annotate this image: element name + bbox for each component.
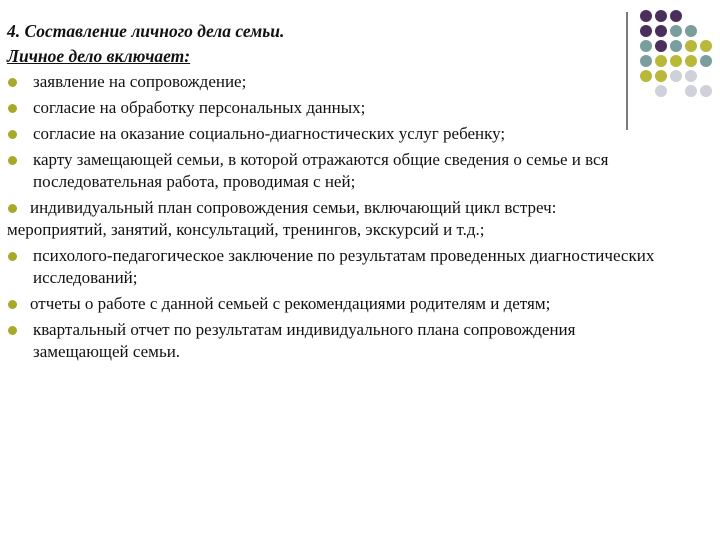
decorative-dot [685,55,697,67]
list-item [7,71,655,93]
slide-title: 4. Составление личного дела семьи. [7,21,285,41]
decorative-dot [685,40,697,52]
bullet-icon [8,252,17,261]
decorative-dot [670,55,682,67]
bullet-icon [8,130,17,139]
bullet-icon [8,78,17,87]
list-item-text: заявление на сопровождение; [33,72,247,91]
bullet-icon [8,156,17,165]
decorative-dot [670,25,682,37]
list-item [7,293,655,315]
decorative-dot [670,40,682,52]
list-item [7,97,655,119]
decorative-dot [655,10,667,22]
list-item [7,123,655,145]
decorative-dot [655,55,667,67]
decorative-dot [685,25,697,37]
list-item-text: согласие на обработку персональных данных; [33,98,366,117]
decorative-dot [655,70,667,82]
decorative-dot [655,25,667,37]
bullet-icon [8,326,17,335]
bullet-icon [8,104,17,113]
decorative-dot [700,55,712,67]
list-item [7,149,655,193]
bullet-icon [8,300,17,309]
list-item-text: квартальный отчет по результатам индивидуального плана сопровождения замещающей семьи. [33,320,576,361]
decorative-dot [685,70,697,82]
decorative-dot [685,85,697,97]
decorative-dot [670,70,682,82]
list-item-text: карту замещающей семьи, в которой отражаются общие сведения о семье и вся последовательная работа, проводимая с ней; [33,150,609,191]
decorative-dot [700,40,712,52]
decorative-dot [700,85,712,97]
list-item [7,245,655,289]
list-item-text: психолого-педагогическое заключение по результатам проведенных диагностических исследований; [33,246,655,287]
slide-subtitle: Личное дело включает: [7,46,191,66]
decorative-dot [670,10,682,22]
decorative-dot [655,85,667,97]
list-item [7,197,655,241]
list-item-text: отчеты о работе с данной семьей с рекомендациями родителям и детям; [30,294,551,313]
list-item [7,319,655,363]
bullet-icon [8,204,17,213]
list-item-text: согласие на оказание социально-диагностических услуг ребенку; [33,124,506,143]
decorative-dot [655,40,667,52]
slide-content [7,20,655,367]
list-item-text: индивидуальный план сопровождения семьи, включающий цикл встреч: мероприятий, занятий, консультаций, тренингов, экскурсий и т.д.; [7,198,557,239]
